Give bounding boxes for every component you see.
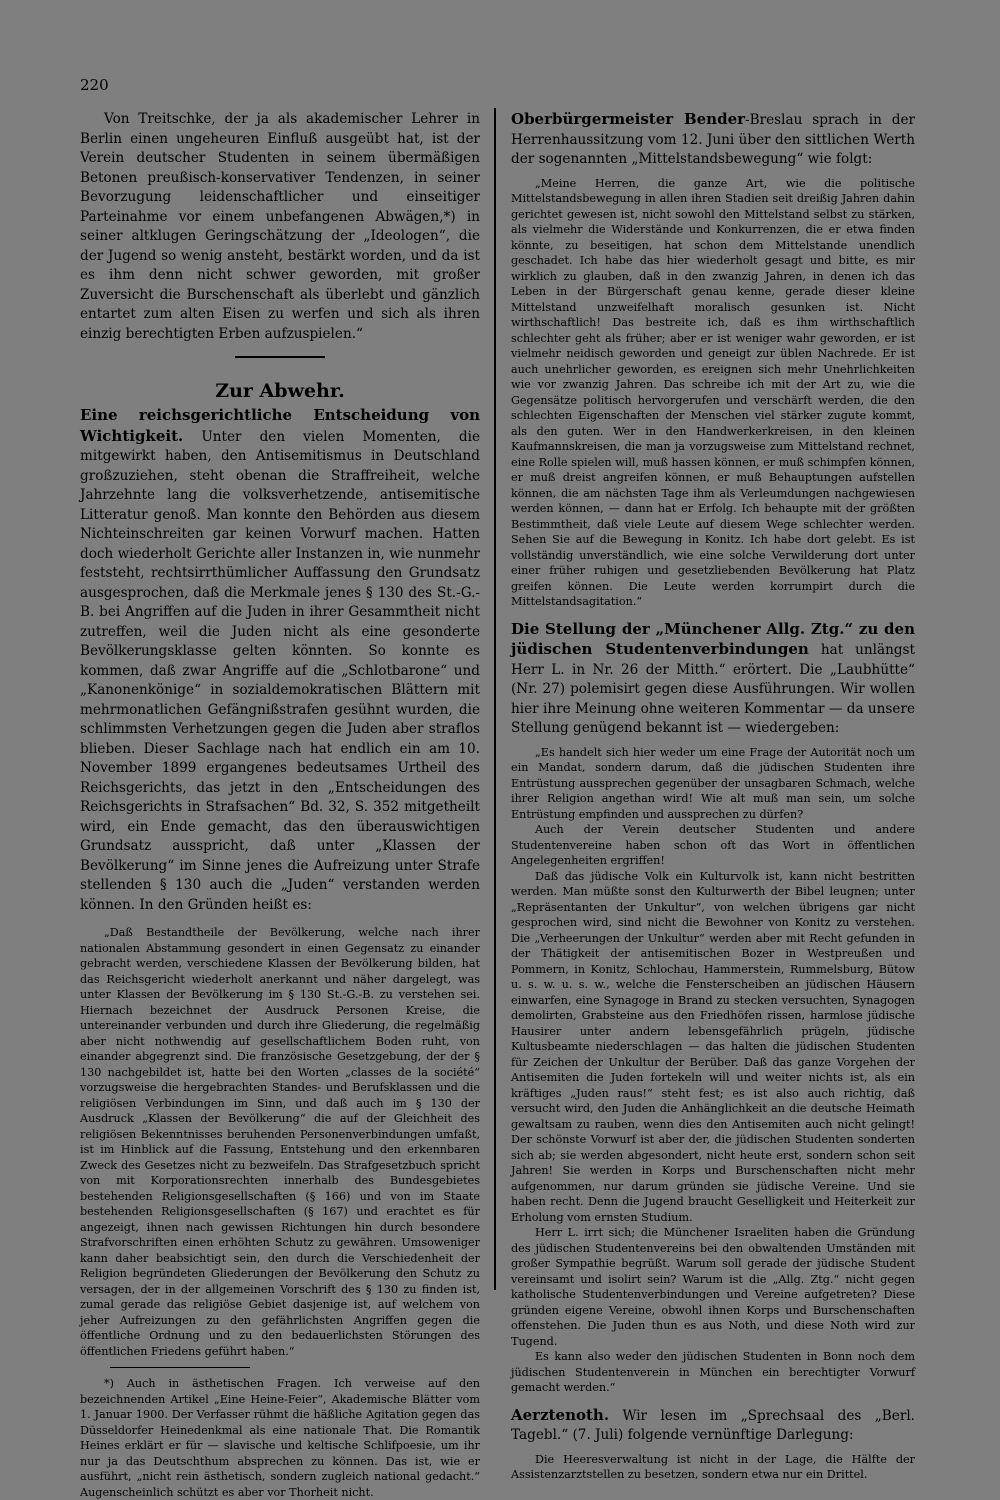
footnote: *) Auch in ästhetischen Fragen. Ich verweise auf den bezeichnenden Artikel „Eine Heine-Feier“, Akademische Blätter vom 1. Januar 1900. Der Verfasser rühmt die häßliche Agitation gegen das Düsseldorfer Heinedenkmal als eine nationale That. Die Romantik Heines erklärt er für — slavische und keltische Schlifpoesie, um ihr nur ja das Deutschthum absprechen zu können. Das ist, wie er ausführt, „nicht rein ästhetisch, sondern zugleich national gedacht.“ Augenscheinlich schützt es aber vor Thorheit nicht. bbox=[80, 1377, 480, 1499]
court-quote: „Daß Bestandtheile der Bevölkerung, welche nach ihrer nationalen Abstammung gesondert in einen Gegensatz zu einander gebracht werden, verschiedene Klassen der Bevölkerung bilden, hat das Reichsgericht wiederholt anerkannt und näher dargelegt, was unter Klassen der Bevölkerung im § 130 St.-G.-B. zu verstehen sei. Hiernach bezeichnet der Ausdruck Personen Kreise, die untereinander verbunden und durch ihre Gliederung, die regelmäßig aber nicht nothwendig auf gesellschaftlichem Boden ruht, von einander abgegrenzt sind. Die französische Gesetzgebung, der der § 130 nachgebildet ist, hatte bei den Worten „classes de la société“ vorzugsweise die hergebrachten Standes- und Berufsklassen und die religiösen Verbindungen im Sinn, und daß auch im § 130 der Ausdruck „Klassen der Bevölkerung“ die auf der Gleichheit des religiösen Bekenntnisses beruhenden Personenverbindungen umfaßt, ist im Hinblick auf die Fassung, Entstehung und den erkennbaren Zweck des Gesetzes nicht zu bezweifeln. Das Strafgesetzbuch spricht von mit Korporationsrechten innerhalb des Bundesgebietes bestehenden Religionsgesellschaften (§ 166) und von im Staate bestehenden Religionsgesellschaften (§ 167) und erachtet es für angezeigt, ihnen nach gewissen Richtungen hin durch besondere Strafvorschriften einen erhöhten Schutz zu gewähren. Umsoweniger kann daher beabsichtigt sein, den durch die Verschiedenheit der Religion begründeten Gliederungen der Bevölkerung den Schutz zu versagen, der in der allgemeinen Vorschrift des § 130 zu finden ist, zumal gerade das religiöse Gebiet dasjenige ist, auf welchem von jeher Aufreizungen zu den gefährlichsten Angriffen gegen die öffentliche Ordnung und zu den bedauerlichsten Störungen des öffentlichen Friedens geführt haben.“ bbox=[80, 926, 480, 1358]
aerzte-article bbox=[511, 1406, 915, 1446]
zeitung-quote-1: „Es handelt sich hier weder um eine Frage der Autorität noch um ein Mandat, sondern darum, daß die jüdischen Studenten ihre Entrüstung aussprechen gegenüber der unsagbaren Schmach, welche ihrer Religion angethan wird! Wie alt muß man sein, um solche Entrüstung empfinden und aussprechen zu dürfen? bbox=[511, 745, 915, 821]
article-text: Unter den vielen Momenten, die mitgewirkt haben, den Antisemitismus in Deutschland großzuziehen, steht obenan die Straffreiheit, welche Jahrzehnte lang die volksverhetzende, antisemitische Litteratur genoß. Man konnte den Behörden aus diesem Nichteinschreiten gar keinen Vorwurf machen. Hatten doch wiederholt Gerichte aller Instanzen in, wie nunmehr feststeht, rechtsirrthümlicher Auffassung den Grundsatz ausgesprochen, daß die Merkmale jenes § 130 des St.-G.-B. bei Angriffen auf die Juden in ihrer Gesammtheit nicht zutreffen, weil die Juden nicht als eine gesonderte Bevölkerungsklasse gelten könnten. So konnte es kommen, daß zwar Angriffe auf die „Schlotbarone“ und „Kanonenkönige“ in sozialdemokratischen Blättern mit mehrmonatlichen Gefängnißstrafen gesühnt wurden, die schlimmsten Verhetzungen gegen die Juden aber straflos blieben. Dieser Sachlage nach hat endlich ein am 10. November 1899 ergangenes bedeutsames Urtheil des Reichsgerichts, das jetzt in den „Entscheidungen des Reichsgerichts in Strafsachen“ Bd. 32, S. 352 mitgetheilt wird, ein Ende gemacht, das den überauswichtigen Grundsatz ausspricht, daß unter „Klassen der Bevölkerung“ im Sinne jenes die Aufreizung unter Strafe stellenden § 130 auch die „Juden“ verstanden werden können. In den Gründen heißt es: bbox=[80, 428, 480, 913]
article-paragraph bbox=[80, 406, 480, 915]
left-column bbox=[80, 110, 480, 1500]
zeitung-quote-4: Herr L. irrt sich; die Münchener Israeliten haben die Gründung des jüdischen Studentenvereins bei den obwaltenden Umständen mit großer Sympathie begrüßt. Warum soll gerade der jüdische Student vereinsamt und isolirt sein? Warum ist die „Allg. Ztg.“ nicht gegen katholische Studentenverbindungen und Vereine aufgetreten? Diese gründen eigene Vereine, obwohl ihnen Korps und Burschenschaften offenstehen. Die Juden thun es aus Noth, und diese Noth wird zur Tugend. bbox=[511, 1226, 915, 1348]
intro-paragraph: Von Treitschke, der ja als akademischer Lehrer in Berlin einen ungeheuren Einfluß ausgeübt hat, ist der Verein deutscher Studenten in seinem übermäßigen Betonen preußisch-konservativer Tendenzen, in seiner Bevorzugung leidenschaftlicher und einseitiger Parteinahme vor einem unbefangenen Abwägen,*) in seiner altklugen Geringschätzung der „Ideologen“, die der Jugend so wenig ansteht, bestärkt worden, und da ist es ihm denn nicht schwer geworden, mit großer Zuversicht die Burschenschaft als überlebt und gänzlich entartet zum alten Eisen zu werfen und sich als ihren einzig berechtigten Erben aufzuspielen.“ bbox=[80, 111, 480, 342]
aerzte-intro: Wir lesen im „Sprechsaal des „Berl. Tagebl.“ (7. Juli) folgende vernünftige Darlegung: bbox=[511, 1407, 915, 1443]
bender-intro: -Breslau sprach in der Herrenhaussitzung vom 12. Juni über den sittlichen Werth der sogenannten „Mittelstandsbewegung“ wie folgt: bbox=[511, 112, 915, 167]
zeitung-quote-3: Daß das jüdische Volk ein Kulturvolk ist, kann nicht bestritten werden. Man müßte sonst den Kulturwerth der Bibel leugnen; unter „Repräsentanten der Unkultur“, von welchen übrigens gar nicht gesprochen wird, sind nicht die Bewohner von Konitz zu verstehen. Die „Verheerungen der Unkultur“ werden aber mit Recht gefunden in der Thätigkeit der antisemitischen Bozer in Westpreußen und Pommern, in Konitz, Schlochau, Hammerstein, Rummelsburg, Bütow u. s. w. u. s. w., welche die Fensterscheiben an jüdischen Häusern einwarfen, eine Synagoge in Brand zu stecken versuchten, Synagogen demolirten, Grabsteine aus den Friedhöfen rissen, harmlose jüdische Hausirer unter andern lebensgefährlich prügeln, jüdische Kultusbeamte niederschlagen — das halten die jüdischen Studenten für Zeichen der Unkultur der Berüber. Daß das ganze Vorgehen der Antisemiten die Juden fortekeln will und weiter nichts ist, als ein kräftiges „Juden raus!“ steht fest; es ist also auch richtig, daß versucht wird, den Juden die Anhänglichkeit an die deutsche Heimath gewaltsam zu rauben, wenn dies den Antisemiten auch nicht gelingt! Der schönste Vorwurf ist aber der, die jüdischen Studenten sonderten sich ab; sie werden abgesondert, nicht heute erst, sondern schon seit Jahren! Sie werden in Korps und Burschenschaften nicht mehr aufgenommen, nur darum gründen sie jüdische Vereine. Und sie haben recht. Denn die Jugend braucht Geselligkeit und Heiterkeit zur Erholung vom ernsten Studium. bbox=[511, 869, 915, 1224]
footnote-rule bbox=[110, 1367, 250, 1368]
zeitung-quote-2: Auch der Verein deutscher Studenten und andere Studentenvereine haben schon oft das Wort in öffentlichen Angelegenheiten ergriffen! bbox=[511, 823, 915, 867]
zeitung-intro: hat unlängst Herr L. in Nr. 26 der Mitth.“ erörtert. Die „Laubhütte“ (Nr. 27) polemisirt gegen diese Ausführungen. Wir wollen hier ihre Meinung ohne weiteren Kommentar — da unsere Stellung genügend bekannt ist — wiedergeben: bbox=[511, 642, 915, 736]
aerzte-quote: Die Heeresverwaltung ist nicht in der Lage, die Hälfte der Assistenzarztstellen zu besetzen, sondern etwa nur ein Drittel. bbox=[511, 1452, 915, 1481]
zeitung-article bbox=[511, 620, 915, 739]
zeitung-quote-5: Es kann also weder den jüdischen Studenten in Bonn noch dem jüdischen Studentenverein in München ein berechtigter Vorwurf gemacht werden.“ bbox=[511, 1350, 915, 1394]
bender-article bbox=[511, 110, 915, 170]
bender-heading: Oberbürgermeister Bender bbox=[511, 110, 746, 128]
section-title: Zur Abwehr. bbox=[215, 380, 345, 402]
bender-quote: „Meine Herren, die ganze Art, wie die politische Mittelstandsbewegung in allen ihren Stadien seit dreißig Jahren dahin gerichtet gewesen ist, nicht sowohl den Mittelstand selbst zu stärken, als vielmehr die Widerstände und Konkurrenzen, die er etwa finden könnte, zu beseitigen, hat schon dem Mittelstande unendlich geschadet. Ich habe das hier wiederholt gesagt und bitte, es mir wirklich zu glauben, daß in den zwanzig Jahren, in denen ich das Leben in der Bürgerschaft genau kenne, gerade dieser kleine Mittelstand unzweifelhaft moralisch gesunken ist. Nicht wirthschaftlich! Das bestreite ich, daß es ihm wirthschaftlich schlechter geht als früher; aber er ist weniger wahr geworden, er ist vielmehr neidisch geworden und geneigt zur üblen Nachrede. Er ist auch unehrlicher geworden, es ereignen sich mehr Unehrlichkeiten wie vor zwanzig Jahren. Das schreibe ich mit der Art zu, wie die Gegensätze politisch hervorgerufen und verschärft werden, die den schlechten Eigenschaften der Menschen viel stärker zugute kommt, als den guten. Wer in den Handwerkerkreisen, in den kleinen Kaufmannskreisen, die man ja vorzugsweise zum Mittelstand rechnet, eine Rolle spielen will, muß hassen können, er muß schimpfen können, er muß dreist angreifen können, er muß Behauptungen aufstellen können, die am nächsten Tage ihm als Verleumdungen nachgewiesen werden können, — dann hat er Erfolg. Ich behaupte mit der größten Bestimmtheit, daß viele Leute auf diesem Wege schlechter werden. Sehen Sie auf die Bewegung in Konitz. Ich habe dort gelebt. Es ist vollständig unverständlich, wie eine solche Verwilderung dort unter einer früher ruhigen und gesetzliebenden Bevölkerung hat Platz greifen können. Die Leute werden korrumpirt durch die Mittelstandsagitation.“ bbox=[511, 176, 915, 608]
column-divider bbox=[494, 108, 496, 1290]
right-column bbox=[511, 110, 915, 1483]
page-number: 220 bbox=[80, 76, 109, 94]
zeitung-heading: Die Stellung der „Münchener Allg. Ztg.“ zu den jüdischen Studentenverbindungen bbox=[511, 619, 915, 658]
section-separator bbox=[235, 356, 325, 358]
aerzte-heading: Aerztenoth. bbox=[511, 1405, 610, 1424]
sub-heading: Eine reichsgerichtliche Entscheidung von Wichtigkeit. bbox=[80, 406, 480, 445]
